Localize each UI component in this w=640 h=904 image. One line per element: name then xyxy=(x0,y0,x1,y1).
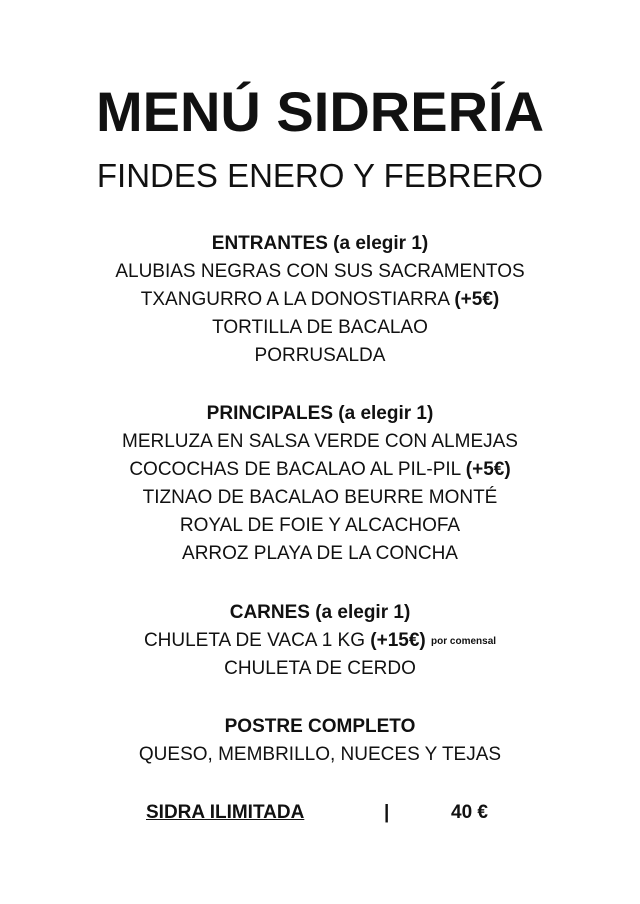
section-principales xyxy=(0,400,640,568)
section-postre xyxy=(0,713,640,769)
item-surcharge: (+5€) xyxy=(454,289,500,310)
cider-label: SIDRA ILIMITADA xyxy=(146,802,305,823)
item-surcharge: (+5€) xyxy=(465,459,511,480)
menu-item xyxy=(0,314,640,342)
item-name: ALUBIAS NEGRAS CON SUS SACRAMENTOS xyxy=(115,261,525,282)
menu-item xyxy=(0,484,640,512)
item-name: PORRUSALDA xyxy=(254,345,386,366)
item-name: ROYAL DE FOIE Y ALCACHOFA xyxy=(179,515,461,536)
menu-item xyxy=(0,540,640,568)
menu-item xyxy=(0,512,640,540)
menu-item xyxy=(0,286,640,314)
section-heading: PRINCIPALES (a elegir 1) xyxy=(206,403,434,424)
menu-item xyxy=(0,456,640,484)
item-name: ARROZ PLAYA DE LA CONCHA xyxy=(182,543,458,564)
item-name: COCOCHAS DE BACALAO AL PIL-PIL xyxy=(129,459,461,480)
menu-item xyxy=(0,258,640,286)
section-heading: POSTRE COMPLETO xyxy=(224,716,416,737)
menu-item xyxy=(0,655,640,683)
item-name: TIZNAO DE BACALAO BEURRE MONTÉ xyxy=(142,487,498,508)
menu-footer xyxy=(0,799,640,827)
menu-item xyxy=(0,627,640,655)
item-name: CHULETA DE CERDO xyxy=(224,658,416,679)
menu-item xyxy=(0,428,640,456)
item-note: por comensal xyxy=(431,636,497,647)
item-name: CHULETA DE VACA 1 KG xyxy=(143,630,365,651)
section-heading: ENTRANTES (a elegir 1) xyxy=(211,233,429,254)
item-name: MERLUZA EN SALSA VERDE CON ALMEJAS xyxy=(122,431,518,452)
section-heading: CARNES (a elegir 1) xyxy=(229,602,411,623)
menu-item xyxy=(0,741,640,769)
item-name: QUESO, MEMBRILLO, NUECES Y TEJAS xyxy=(138,744,502,765)
section-entrantes xyxy=(0,230,640,370)
menu-item xyxy=(0,342,640,370)
item-surcharge: (+15€) xyxy=(370,630,426,651)
menu-subtitle: FINDES ENERO Y FEBRERO xyxy=(96,157,544,194)
menu-price: 40 € xyxy=(451,802,488,823)
item-name: TORTILLA DE BACALAO xyxy=(212,317,428,338)
item-name: TXANGURRO A LA DONOSTIARRA xyxy=(140,289,450,310)
section-carnes xyxy=(0,599,640,683)
footer-separator: | xyxy=(384,802,390,823)
menu-title: MENÚ SIDRERÍA xyxy=(95,80,545,143)
